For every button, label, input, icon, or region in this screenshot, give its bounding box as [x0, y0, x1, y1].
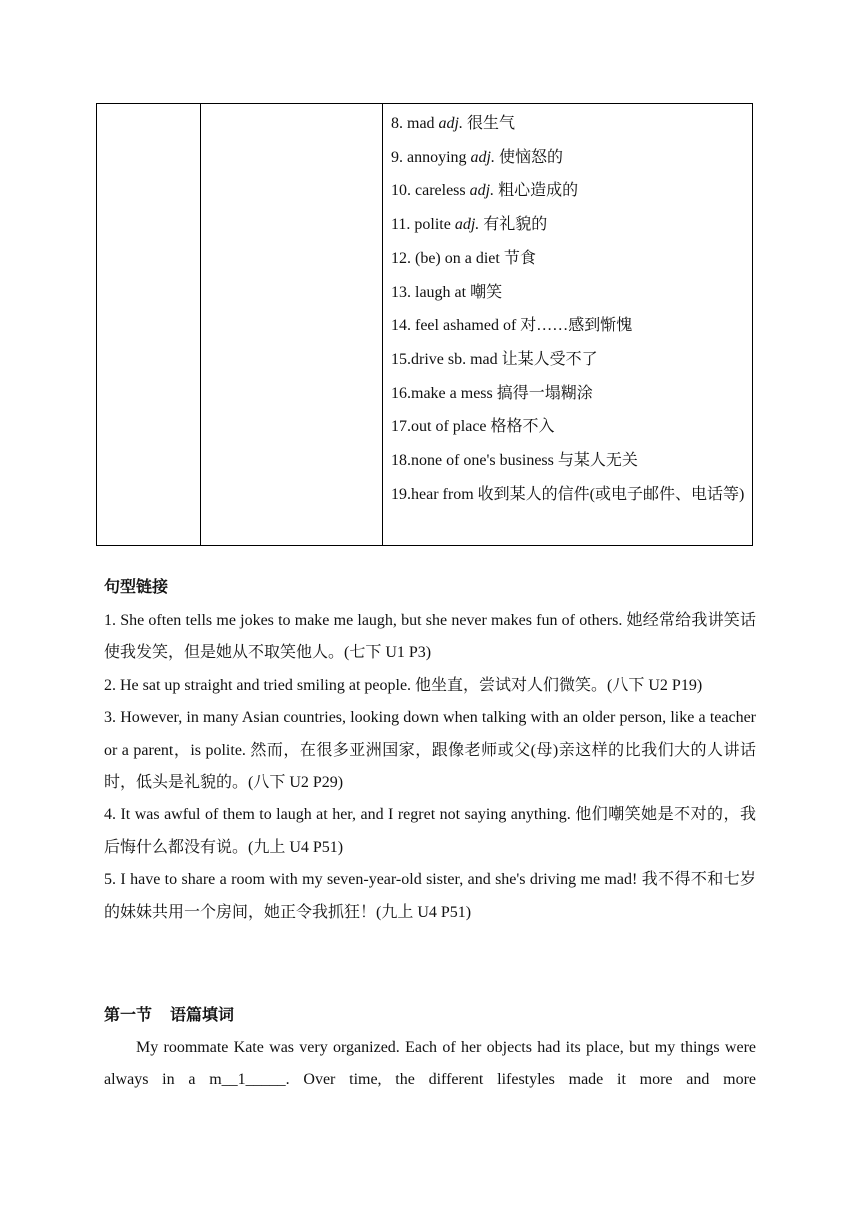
vocab-term: feel ashamed of — [415, 317, 517, 335]
sentence-section-title: 句型链接 — [104, 577, 169, 596]
vocab-item — [391, 141, 746, 175]
vocab-part-of-speech: adj. — [438, 115, 463, 132]
vocab-meaning: 对……感到惭愧 — [520, 317, 633, 335]
vocab-item — [391, 343, 746, 377]
sentence-item: 5. I have to share a room with my seven-year-old sister, and she's driving me mad! 我不得不和七岁的妹妹共用一个房间，她正令我抓狂！(九上 U4 P51) — [104, 871, 756, 921]
vocab-number: 8. — [391, 115, 407, 132]
vocab-term: drive sb. mad — [411, 350, 498, 368]
vocab-item — [391, 410, 746, 444]
vocab-item — [391, 276, 746, 310]
vocab-item — [391, 242, 746, 276]
vocab-item — [391, 377, 746, 411]
vocab-meaning: 让某人受不了 — [501, 350, 598, 368]
vocab-meaning: 很生气 — [467, 115, 516, 132]
vocab-number: 12. — [391, 249, 415, 267]
vocab-term: make a mess — [411, 384, 493, 402]
cloze-section-heading — [104, 1002, 234, 1025]
cloze-section-label: 第一节 — [104, 1005, 153, 1024]
vocab-meaning: 与某人无关 — [557, 452, 638, 470]
vocab-item — [391, 107, 746, 141]
vocab-meaning: 有礼貌的 — [483, 216, 548, 234]
sentence-item: 1. She often tells me jokes to make me laugh, but she never makes fun of others. 她经常给我讲笑话使我发笑，但是她从不取笑他人。(七下 U1 P3) — [104, 612, 756, 662]
vocab-number: 16. — [391, 384, 411, 402]
vocab-number: 13. — [391, 283, 415, 301]
vocab-number: 10. — [391, 182, 415, 200]
vocab-meaning: 格格不入 — [490, 418, 555, 436]
vocab-meaning: 使恼怒的 — [499, 148, 564, 166]
vocab-meaning: 收到某人的信件(或电子邮件、电话等) — [477, 485, 745, 503]
vocabulary-table — [96, 103, 753, 546]
vocab-part-of-speech: adj. — [469, 182, 495, 200]
vocab-number: 11. — [391, 216, 415, 234]
vocab-meaning: 嘲笑 — [470, 283, 503, 301]
vocab-term: careless — [415, 182, 466, 200]
sentence-item: 2. He sat up straight and tried smiling at people. 他坐直，尝试对人们微笑。(八下 U2 P19) — [104, 676, 703, 694]
vocab-number: 14. — [391, 317, 415, 335]
cloze-section-title: 语篇填词 — [170, 1005, 235, 1024]
vocab-meaning: 搞得一塌糊涂 — [496, 384, 593, 402]
sentence-item: 4. It was awful of them to laugh at her, and I regret not saying anything. 他们嘲笑她是不对的，我后悔什么都没有说。(九上 U4 P51) — [104, 806, 756, 856]
sentence-item: 3. However, in many Asian countries, looking down when talking with an older person, like a teacher or a parent，is polite. 然而，在很多亚洲国家，跟像老师或父(母)亲这样的比我们大的人讲话时，低头是礼貌的。(八下 U2 P29) — [104, 709, 756, 792]
sentence-list — [104, 605, 756, 929]
table-cell-vocab — [383, 104, 753, 546]
vocab-item — [391, 174, 746, 208]
vocab-item — [391, 444, 746, 478]
vocab-number: 15. — [391, 350, 411, 368]
vocab-term: none of one's business — [411, 452, 554, 470]
vocab-number: 17. — [391, 418, 411, 436]
vocab-number: 19. — [391, 485, 411, 503]
vocab-term: hear from — [411, 485, 474, 503]
vocab-term: (be) on a diet — [415, 249, 500, 267]
vocab-part-of-speech: adj. — [454, 216, 480, 234]
vocab-term: laugh at — [415, 283, 467, 301]
vocab-part-of-speech: adj. — [470, 148, 495, 166]
table-cell-empty-2 — [201, 104, 383, 546]
vocab-number: 9. — [391, 148, 407, 166]
table-cell-empty-1 — [97, 104, 201, 546]
vocab-item — [391, 478, 746, 512]
vocab-list — [383, 104, 752, 511]
vocab-number: 18. — [391, 452, 411, 470]
cloze-passage: My roommate Kate was very organized. Each of her objects had its place, but my things were always in a m__1_____. Over time, the different lifestyles made it more and more — [104, 1039, 756, 1088]
vocab-meaning: 节食 — [503, 249, 536, 267]
vocab-term: annoying — [407, 148, 467, 166]
vocab-term: mad — [407, 115, 435, 132]
vocab-item — [391, 309, 746, 343]
vocab-meaning: 粗心造成的 — [498, 182, 579, 200]
vocab-item — [391, 208, 746, 242]
vocab-term: polite — [414, 216, 451, 234]
table-row — [97, 104, 753, 546]
vocab-term: out of place — [411, 418, 487, 436]
